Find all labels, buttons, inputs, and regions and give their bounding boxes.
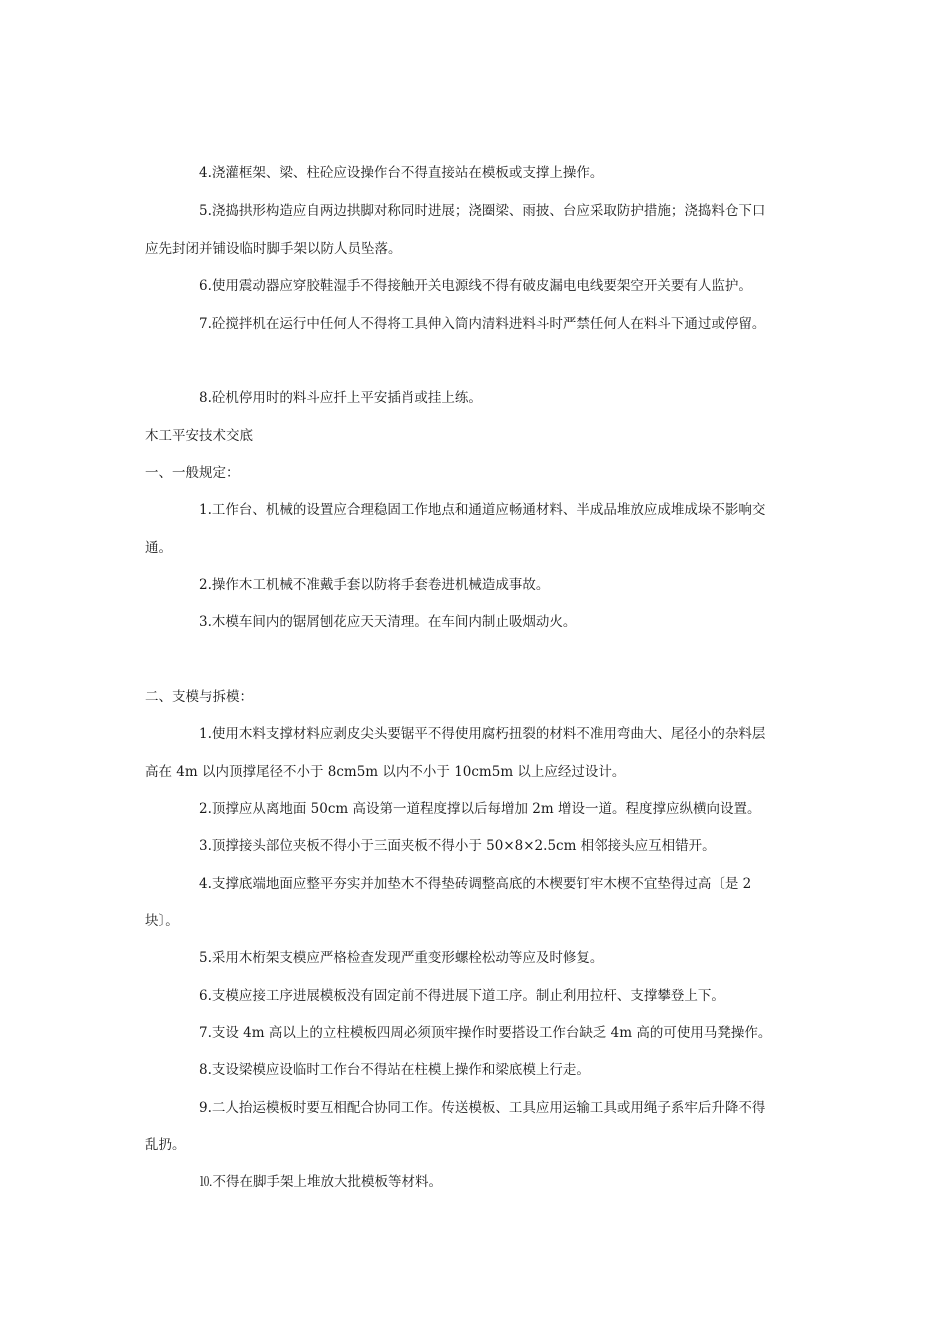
general-item-3: 3.木模车间内的锯屑刨花应天天清理。在车间内制止吸烟动火。 — [199, 614, 577, 630]
formwork-item-10: ⒑不得在脚手架上堆放大批模板等材料。 — [199, 1174, 442, 1190]
concrete-item-7: 7.砼搅拌机在运行中任何人不得将工具伸入筒内清料进料斗时严禁任何人在料斗下通过或停留。 — [199, 316, 766, 332]
formwork-item-5: 5.采用木桁架支模应严格检查发现严重变形螺栓松动等应及时修复。 — [199, 950, 604, 966]
formwork-item-9-line-1: 9.二人抬运模板时要互相配合协同工作。传送模板、工具应用运输工具或用绳子系牢后升降不得 — [199, 1100, 766, 1116]
formwork-item-6: 6.支模应接工序进展模板没有固定前不得进展下道工序。制止利用拉杆、支撑攀登上下。 — [199, 988, 725, 1004]
concrete-item-6: 6.使用震动器应穿胶鞋湿手不得接触开关电源线不得有破皮漏电电线要架空开关要有人监护。 — [199, 278, 752, 294]
formwork-item-7: 7.支设 4m 高以上的立柱模板四周必须顶牢操作时要搭设工作台缺乏 4m 高的可使用马凳操作。 — [199, 1025, 772, 1041]
general-item-1-line-1: 1.工作台、机械的设置应合理稳固工作地点和通道应畅通材料、半成品堆放应成堆成垛不影响交 — [199, 502, 766, 518]
concrete-item-8: 8.砼机停用时的料斗应扦上平安插肖或挂上练。 — [199, 390, 482, 406]
general-item-2: 2.操作木工机械不准戴手套以防将手套卷进机械造成事故。 — [199, 577, 550, 593]
formwork-item-8: 8.支设梁模应设临时工作台不得站在柱模上操作和梁底模上行走。 — [199, 1062, 590, 1078]
formwork-item-4-line-2: 块〕。 — [145, 913, 179, 929]
general-item-1-line-2: 通。 — [145, 540, 172, 556]
concrete-item-5-line-2: 应先封闭并铺设临时脚手架以防人员坠落。 — [145, 241, 402, 257]
formwork-item-2: 2.顶撑应从离地面 50cm 高设第一道程度撑以后每增加 2m 增设一道。程度撑应纵横向设置。 — [199, 801, 761, 817]
carpentry-title: 木工平安技术交底 — [145, 428, 253, 444]
section-1-heading: 一、一般规定： — [145, 465, 240, 481]
section-2-heading: 二、支模与拆模： — [145, 689, 253, 705]
formwork-item-4-line-1: 4.支撑底端地面应整平夯实并加垫木不得垫砖调整高底的木楔要钉牢木楔不宜垫得过高〔是 2 — [199, 876, 752, 892]
formwork-item-3: 3.顶撑接头部位夹板不得小于三面夹板不得小于 50×8×2.5cm 相邻接头应互相错开。 — [199, 838, 716, 854]
concrete-item-5-line-1: 5.浇捣拱形构造应自两边拱脚对称同时进展；浇圈梁、雨披、台应采取防护措施；浇捣料仓下口 — [199, 203, 766, 219]
formwork-item-9-line-2: 乱扔。 — [145, 1137, 186, 1153]
concrete-item-4: 4.浇灌框架、梁、柱砼应设操作台不得直接站在模板或支撑上操作。 — [199, 165, 604, 181]
formwork-item-1-line-1: 1.使用木料支撑材料应剥皮尖头要锯平不得使用腐朽扭裂的材料不准用弯曲大、尾径小的杂料层 — [199, 726, 766, 742]
formwork-item-1-line-2: 高在 4m 以内顶撑尾径不小于 8cm5m 以内不小于 10cm5m 以上应经过设计。 — [145, 764, 626, 780]
